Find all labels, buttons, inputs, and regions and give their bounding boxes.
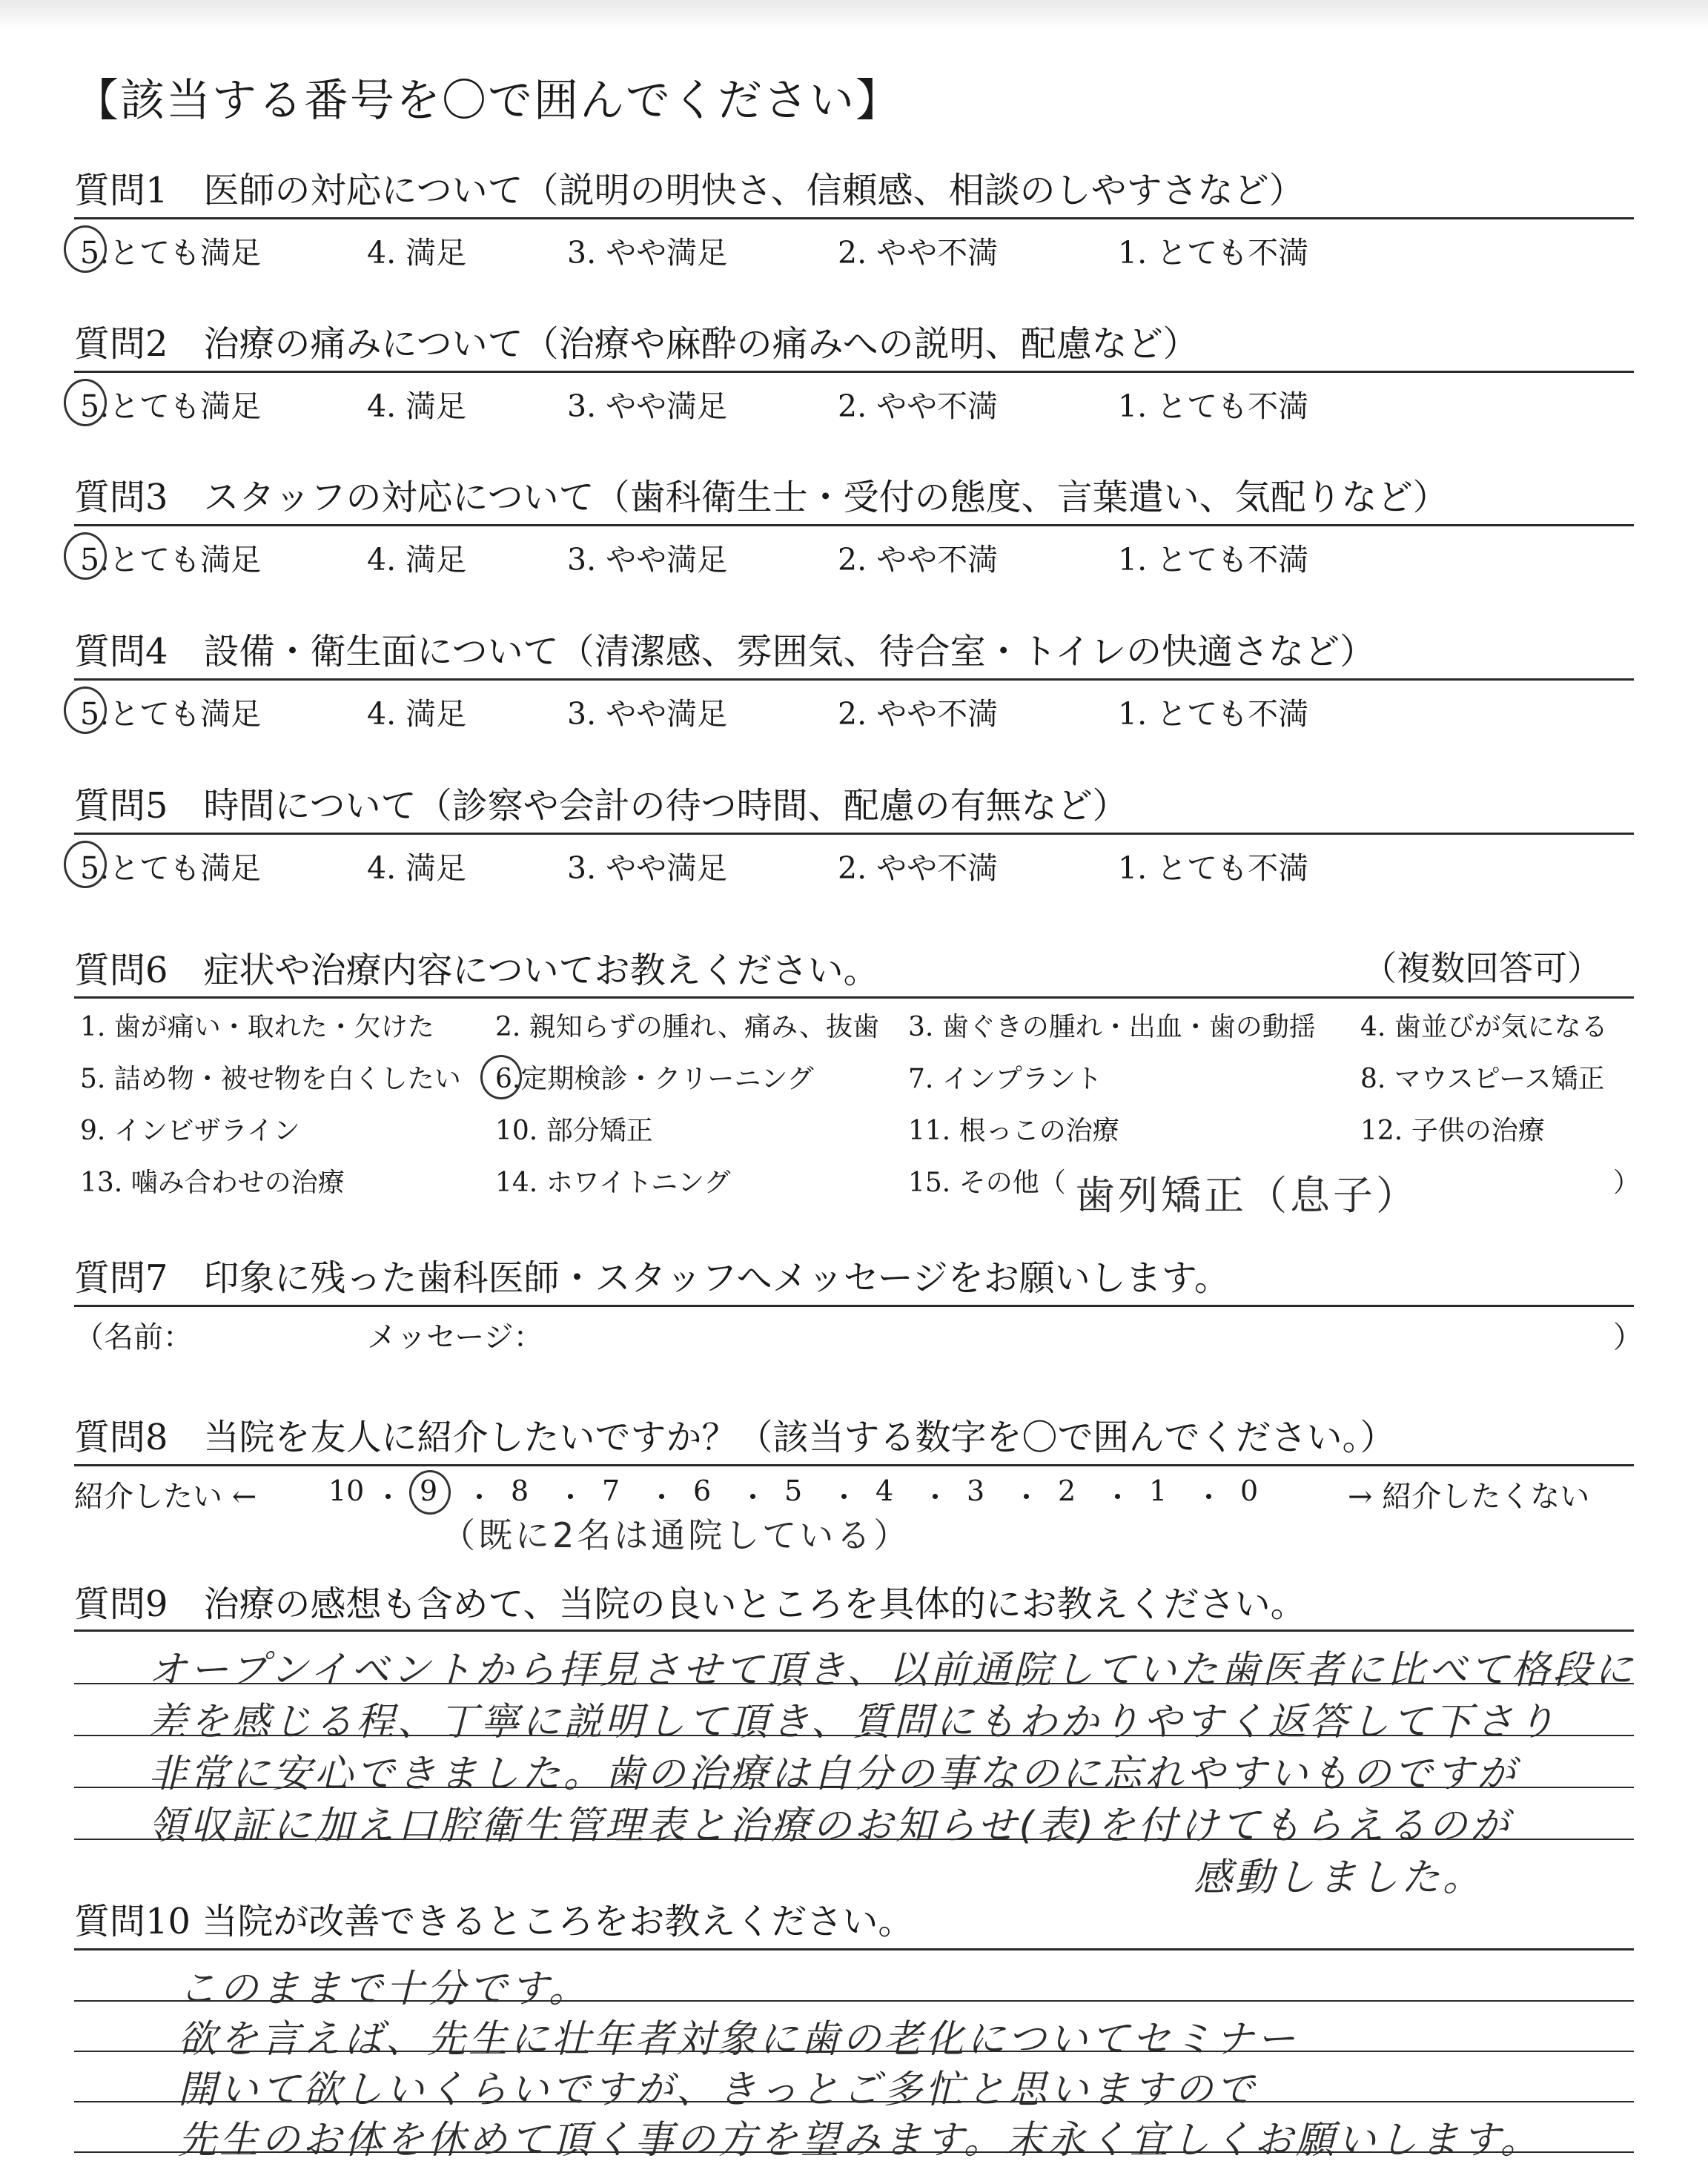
q3-option-5[interactable]: 5.とても満足 xyxy=(80,542,262,578)
q5-option-4[interactable]: 4. 満足 xyxy=(367,850,467,886)
q4-option-4[interactable]: 4. 満足 xyxy=(367,696,467,732)
q10-answer-line: 先生のお体を休めて頂く事の方を望みます。末永く宜しくお願いします。 xyxy=(178,2118,1542,2163)
q6-option-12[interactable]: 12. 子供の治療 xyxy=(1360,1116,1545,1146)
q6-option-13[interactable]: 13. 噛み合わせの治療 xyxy=(80,1168,345,1198)
q5-option-2[interactable]: 2. やや不満 xyxy=(838,850,999,886)
q2-option-4[interactable]: 4. 満足 xyxy=(367,388,467,424)
q2-title: 質問2 治療の痛みについて（治療や麻酔の痛みへの説明、配慮など） xyxy=(74,323,1199,365)
q8-scale-10[interactable]: 10 xyxy=(328,1475,365,1507)
q8-scale-4[interactable]: 4 xyxy=(875,1475,894,1507)
q6-note: （複数回答可） xyxy=(1363,948,1601,988)
q3-option-4[interactable]: 4. 満足 xyxy=(367,542,467,578)
q3-title: 質問3 スタッフの対応について（歯科衛生士・受付の態度、言葉遣い、気配りなど） xyxy=(74,477,1449,518)
q2-option-5[interactable]: 5.とても満足 xyxy=(80,388,262,424)
q8-scale-separator: ・ xyxy=(830,1481,858,1514)
q4-rule xyxy=(74,678,1634,681)
q8-scale-separator: ・ xyxy=(374,1481,403,1514)
q6-option-15[interactable]: 15. その他（ xyxy=(908,1168,1066,1198)
q9-answer-line: 感動しました。 xyxy=(1194,1856,1485,1900)
q6-option-10[interactable]: 10. 部分矯正 xyxy=(495,1116,653,1146)
q6-option-14[interactable]: 14. ホワイトニング xyxy=(495,1168,731,1198)
q8-scale-6[interactable]: 6 xyxy=(693,1475,712,1507)
q6-option-2[interactable]: 2. 親知らずの腫れ、痛み、抜歯 xyxy=(495,1012,880,1042)
q9-answer-line: 領収証に加え口腔衛生管理表と治療のお知らせ(表)を付けてもらえるのが xyxy=(148,1804,1512,1848)
q9-rule xyxy=(74,1629,1634,1632)
q4-option-5[interactable]: 5.とても満足 xyxy=(80,696,262,732)
q8-scale-9[interactable]: 9 xyxy=(420,1475,438,1507)
q6-other-close-paren: ） xyxy=(1613,1168,1641,1198)
q1-selected-circle xyxy=(64,225,107,273)
q5-selected-circle xyxy=(64,841,107,888)
q6-option-11[interactable]: 11. 根っこの治療 xyxy=(908,1116,1119,1146)
q8-right-label: → 紹介したくない xyxy=(1348,1480,1590,1514)
q1-rule xyxy=(74,217,1634,219)
q10-rule xyxy=(74,1948,1634,1950)
q8-handwritten-note: （既に2名は通院している） xyxy=(441,1515,911,1555)
q8-scale-7[interactable]: 7 xyxy=(602,1475,620,1507)
q4-selected-circle xyxy=(64,686,107,734)
scan-top-shadow xyxy=(0,0,1708,30)
q10-title: 質問10 当院が改善できるところをお教えください。 xyxy=(74,1901,914,1942)
q6-option-7[interactable]: 7. インプラント xyxy=(908,1064,1102,1094)
q7-close-paren: ） xyxy=(1613,1320,1643,1354)
q6-option-3[interactable]: 3. 歯ぐきの腫れ・出血・歯の動揺 xyxy=(908,1012,1316,1042)
q10-answer-line: 開いて欲しいくらいですが、きっとご多忙と思いますので xyxy=(178,2068,1258,2112)
q8-left-label: 紹介したい ← xyxy=(74,1480,257,1514)
q6-other-handwriting: 歯列矯正（息子） xyxy=(1075,1172,1419,1219)
q8-rule xyxy=(74,1464,1634,1466)
q9-title: 質問9 治療の感想も含めて、当院の良いところを具体的にお教えください。 xyxy=(74,1584,1306,1625)
q2-option-2[interactable]: 2. やや不満 xyxy=(838,388,999,424)
q7-message-label: メッセージ： xyxy=(367,1320,543,1354)
q8-selected-circle xyxy=(409,1470,451,1515)
q3-rule xyxy=(74,524,1634,526)
q10-answer-line: 欲を言えば、先生に壮年者対象に歯の老化についてセミナー xyxy=(178,2017,1298,2062)
q1-option-5[interactable]: 5.とても満足 xyxy=(80,235,262,271)
q4-option-3[interactable]: 3. やや満足 xyxy=(567,696,728,732)
q5-title: 質問5 時間について（診察や会計の待つ時間、配慮の有無など） xyxy=(74,785,1128,827)
q2-selected-circle xyxy=(64,379,107,426)
q7-title: 質問7 印象に残った歯科医師・スタッフへメッセージをお願いします。 xyxy=(74,1257,1230,1299)
q3-option-3[interactable]: 3. やや満足 xyxy=(567,542,728,578)
q10-answer-line: このままで十分です。 xyxy=(178,1967,590,2011)
q1-option-2[interactable]: 2. やや不満 xyxy=(838,235,999,271)
q2-rule xyxy=(74,371,1634,373)
q8-scale-separator: ・ xyxy=(1012,1481,1041,1514)
q6-title: 質問6 症状や治療内容についてお教えください。 xyxy=(74,950,879,991)
q8-scale-8[interactable]: 8 xyxy=(511,1475,529,1507)
q6-option-6[interactable]: 6.定期検診・クリーニング xyxy=(495,1064,814,1094)
q8-scale-2[interactable]: 2 xyxy=(1058,1475,1076,1507)
q6-option-1[interactable]: 1. 歯が痛い・取れた・欠けた xyxy=(80,1012,434,1042)
q1-option-3[interactable]: 3. やや満足 xyxy=(567,235,728,271)
q3-option-2[interactable]: 2. やや不満 xyxy=(838,542,999,578)
q8-scale-5[interactable]: 5 xyxy=(784,1475,803,1507)
q6-option-8[interactable]: 8. マウスピース矯正 xyxy=(1360,1064,1605,1094)
q3-option-1[interactable]: 1. とても不満 xyxy=(1118,542,1309,578)
page-title: 【該当する番号を〇で囲んでください】 xyxy=(74,75,901,127)
q6-option-5[interactable]: 5. 詰め物・被せ物を白くしたい xyxy=(80,1064,461,1094)
q5-option-1[interactable]: 1. とても不満 xyxy=(1118,850,1309,886)
q7-rule xyxy=(74,1305,1634,1307)
q2-option-3[interactable]: 3. やや満足 xyxy=(567,388,728,424)
q8-scale-separator: ・ xyxy=(1194,1481,1223,1514)
q8-scale-0[interactable]: 0 xyxy=(1240,1475,1259,1507)
q8-scale-separator: ・ xyxy=(921,1481,950,1514)
q4-option-1[interactable]: 1. とても不満 xyxy=(1118,696,1309,732)
q2-option-1[interactable]: 1. とても不満 xyxy=(1118,388,1309,424)
q4-option-2[interactable]: 2. やや不満 xyxy=(838,696,999,732)
q8-scale-separator: ・ xyxy=(465,1481,494,1514)
q9-answer-line: 差を感じる程、丁寧に説明して頂き、質問にもわかりやすく返答して下さり xyxy=(148,1700,1558,1744)
q5-rule xyxy=(74,833,1634,835)
q6-option-4[interactable]: 4. 歯並びが気になる xyxy=(1360,1012,1608,1042)
q6-selected-circle xyxy=(480,1055,522,1099)
q8-scale-separator: ・ xyxy=(647,1481,676,1514)
q8-scale-3[interactable]: 3 xyxy=(967,1475,985,1507)
q8-scale-1[interactable]: 1 xyxy=(1149,1475,1168,1507)
q3-selected-circle xyxy=(64,532,107,580)
q8-scale-separator: ・ xyxy=(556,1481,585,1514)
q6-option-9[interactable]: 9. インビザライン xyxy=(80,1116,300,1146)
q1-option-4[interactable]: 4. 満足 xyxy=(367,235,467,271)
q5-option-3[interactable]: 3. やや満足 xyxy=(567,850,728,886)
q1-option-1[interactable]: 1. とても不満 xyxy=(1118,235,1309,271)
q8-scale-separator: ・ xyxy=(738,1481,767,1514)
q1-title: 質問1 医師の対応について（説明の明快さ、信頼感、相談のしやすさなど） xyxy=(74,170,1305,211)
q6-rule xyxy=(74,996,1634,999)
q4-title: 質問4 設備・衛生面について（清潔感、雰囲気、待合室・トイレの快適さなど） xyxy=(74,631,1376,672)
q8-scale-separator: ・ xyxy=(1103,1481,1132,1514)
q5-option-5[interactable]: 5.とても満足 xyxy=(80,850,262,886)
q9-answer-line: 非常に安心できました。歯の治療は自分の事なのに忘れやすいものですが xyxy=(148,1752,1519,1796)
q8-title: 質問8 当院を友人に紹介したいですか？（該当する数字を〇で囲んでください。） xyxy=(74,1417,1396,1458)
q7-name-label: （名前： xyxy=(74,1320,193,1354)
q9-answer-line: オープンイベントから拝見させて頂き、以前通院していた歯医者に比べて格段に xyxy=(148,1648,1636,1693)
